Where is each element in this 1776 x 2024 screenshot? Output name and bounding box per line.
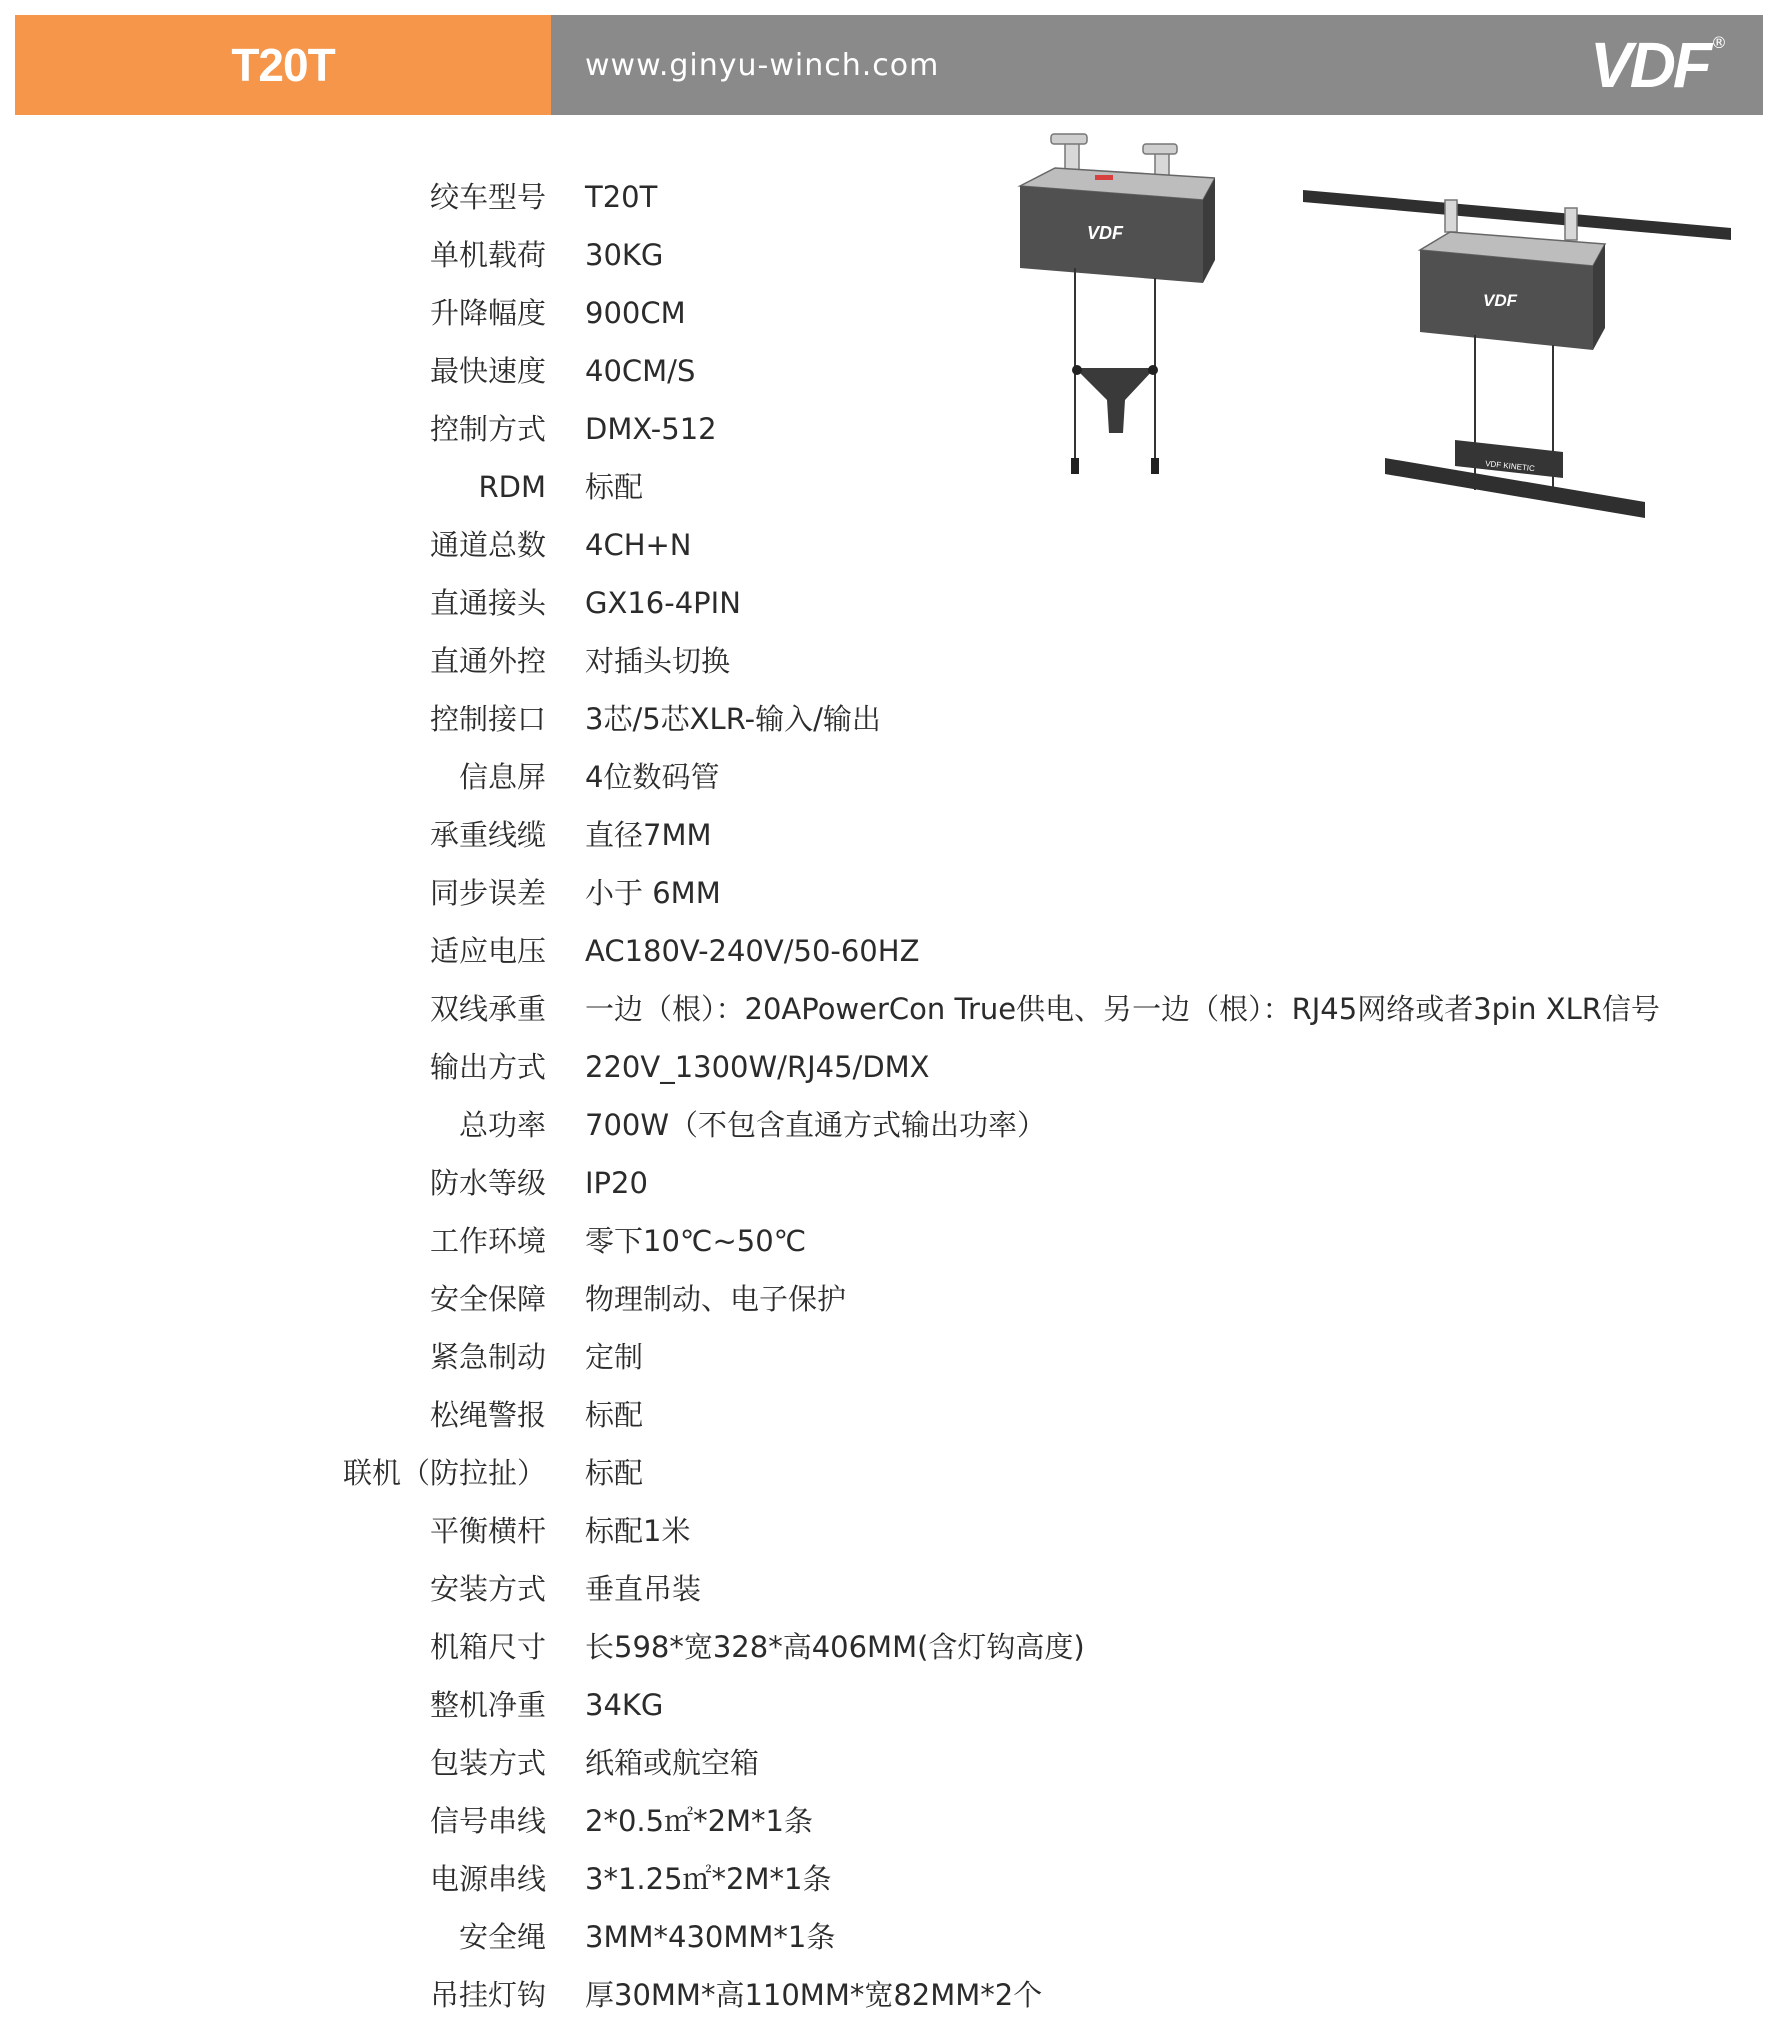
spec-row	[0, 226, 1776, 284]
spec-value: 标配	[585, 1398, 644, 1432]
spec-row	[0, 1038, 1776, 1096]
spec-value: 纸箱或航空箱	[585, 1746, 760, 1780]
spec-value: 2*0.5㎡*2M*1条	[585, 1804, 813, 1838]
spec-row	[0, 1908, 1776, 1966]
spec-row	[0, 1792, 1776, 1850]
spec-row	[0, 1560, 1776, 1618]
spec-value: 标配	[585, 470, 644, 504]
spec-row	[0, 806, 1776, 864]
spec-row	[0, 1734, 1776, 1792]
spec-label: 平衡横杆	[429, 1514, 546, 1548]
spec-label: 双线承重	[429, 992, 546, 1026]
spec-label: 升降幅度	[429, 296, 546, 330]
spec-row	[0, 1966, 1776, 2024]
spec-row	[0, 1386, 1776, 1444]
spec-value: DMX-512	[585, 412, 717, 446]
spec-value: 3芯/5芯XLR-输入/输出	[585, 702, 881, 736]
spec-row	[0, 632, 1776, 690]
spec-row	[0, 1212, 1776, 1270]
spec-row	[0, 458, 1776, 516]
spec-value: 对插头切换	[585, 644, 731, 678]
spec-label: 承重线缆	[429, 818, 546, 852]
spec-row	[0, 574, 1776, 632]
spec-label: 最快速度	[429, 354, 546, 388]
spec-label: 控制接口	[429, 702, 546, 736]
spec-label: 信息屏	[458, 760, 546, 794]
spec-row	[0, 1328, 1776, 1386]
spec-value: 零下10℃~50℃	[585, 1224, 807, 1258]
spec-label: 工作环境	[429, 1224, 546, 1258]
spec-label: 适应电压	[429, 934, 546, 968]
spec-label: 吊挂灯钩	[429, 1978, 546, 2012]
spec-value: 4位数码管	[585, 760, 720, 794]
spec-label: 控制方式	[429, 412, 546, 446]
spec-row	[0, 748, 1776, 806]
spec-label: 同步误差	[429, 876, 546, 910]
spec-row	[0, 1502, 1776, 1560]
spec-label: 通道总数	[429, 528, 546, 562]
spec-label: 绞车型号	[429, 180, 546, 214]
spec-row	[0, 1618, 1776, 1676]
header-bar	[551, 15, 1763, 115]
spec-value: GX16-4PIN	[585, 586, 741, 620]
spec-value: 34KG	[585, 1688, 664, 1722]
spec-value: 3MM*430MM*1条	[585, 1920, 836, 1954]
spec-value: 长598*宽328*高406MM(含灯钩高度)	[585, 1630, 1085, 1664]
spec-label: 总功率	[458, 1108, 546, 1142]
spec-value: 标配1米	[585, 1514, 691, 1548]
spec-label: 紧急制动	[429, 1340, 546, 1374]
spec-value: T20T	[585, 180, 658, 214]
bar-label: VDF KINETIC	[1484, 459, 1536, 474]
spec-row	[0, 1676, 1776, 1734]
spec-label: 信号串线	[429, 1804, 546, 1838]
spec-row	[0, 690, 1776, 748]
spec-label: 输出方式	[429, 1050, 546, 1084]
logo-text: VDF	[1590, 29, 1709, 101]
spec-row	[0, 1444, 1776, 1502]
spec-label: 电源串线	[429, 1862, 546, 1896]
box-logo-1: VDF	[1087, 223, 1123, 243]
spec-value: IP20	[585, 1166, 648, 1200]
spec-label: 直通外控	[429, 644, 546, 678]
spec-row	[0, 168, 1776, 226]
spec-value: 3*1.25㎡*2M*1条	[585, 1862, 832, 1896]
website-link[interactable]: www.ginyu-winch.com	[585, 47, 940, 83]
spec-row	[0, 864, 1776, 922]
spec-row	[0, 516, 1776, 574]
spec-value: 直径7MM	[585, 818, 712, 852]
spec-label: 机箱尺寸	[429, 1630, 546, 1664]
spec-row	[0, 1154, 1776, 1212]
spec-row	[0, 1096, 1776, 1154]
spec-label: 联机（防拉扯）	[342, 1456, 546, 1490]
spec-value: 垂直吊装	[585, 1572, 702, 1606]
spec-value: 700W（不包含直通方式输出功率）	[585, 1108, 1047, 1142]
spec-value: 一边（根）：20APowerCon True供电、另一边（根）：RJ45网络或者3pin XLR信号	[585, 992, 1660, 1026]
spec-label: 整机净重	[429, 1688, 546, 1722]
spec-row	[0, 1850, 1776, 1908]
spec-value: 220V_1300W/RJ45/DMX	[585, 1050, 930, 1084]
registered-mark: ®	[1711, 33, 1727, 52]
spec-label: 单机载荷	[429, 238, 546, 272]
spec-value: 30KG	[585, 238, 664, 272]
spec-value: 定制	[585, 1340, 644, 1374]
spec-row	[0, 284, 1776, 342]
spec-row	[0, 1270, 1776, 1328]
header-band	[15, 15, 1763, 115]
spec-label: 直通接头	[429, 586, 546, 620]
box-logo-2: VDF	[1483, 291, 1517, 310]
spec-label: 防水等级	[429, 1166, 546, 1200]
spec-label: 安全绳	[458, 1920, 546, 1954]
spec-value: 标配	[585, 1456, 644, 1490]
spec-value: 4CH+N	[585, 528, 692, 562]
spec-value: 900CM	[585, 296, 686, 330]
model-tab	[15, 15, 551, 115]
spec-label: RDM	[478, 470, 546, 504]
vdf-logo	[1590, 31, 1727, 101]
spec-label: 松绳警报	[429, 1398, 546, 1432]
spec-value: AC180V-240V/50-60HZ	[585, 934, 920, 968]
model-title: T20T	[231, 39, 335, 91]
spec-label: 安装方式	[429, 1572, 546, 1606]
spec-value: 物理制动、电子保护	[585, 1282, 847, 1316]
spec-row	[0, 922, 1776, 980]
spec-value: 厚30MM*高110MM*宽82MM*2个	[585, 1978, 1043, 2012]
spec-row	[0, 342, 1776, 400]
spec-value: 40CM/S	[585, 354, 696, 388]
spec-label: 安全保障	[429, 1282, 546, 1316]
spec-row	[0, 980, 1776, 1038]
spec-row	[0, 400, 1776, 458]
spec-value: 小于 6MM	[585, 876, 721, 910]
spec-label: 包装方式	[429, 1746, 546, 1780]
